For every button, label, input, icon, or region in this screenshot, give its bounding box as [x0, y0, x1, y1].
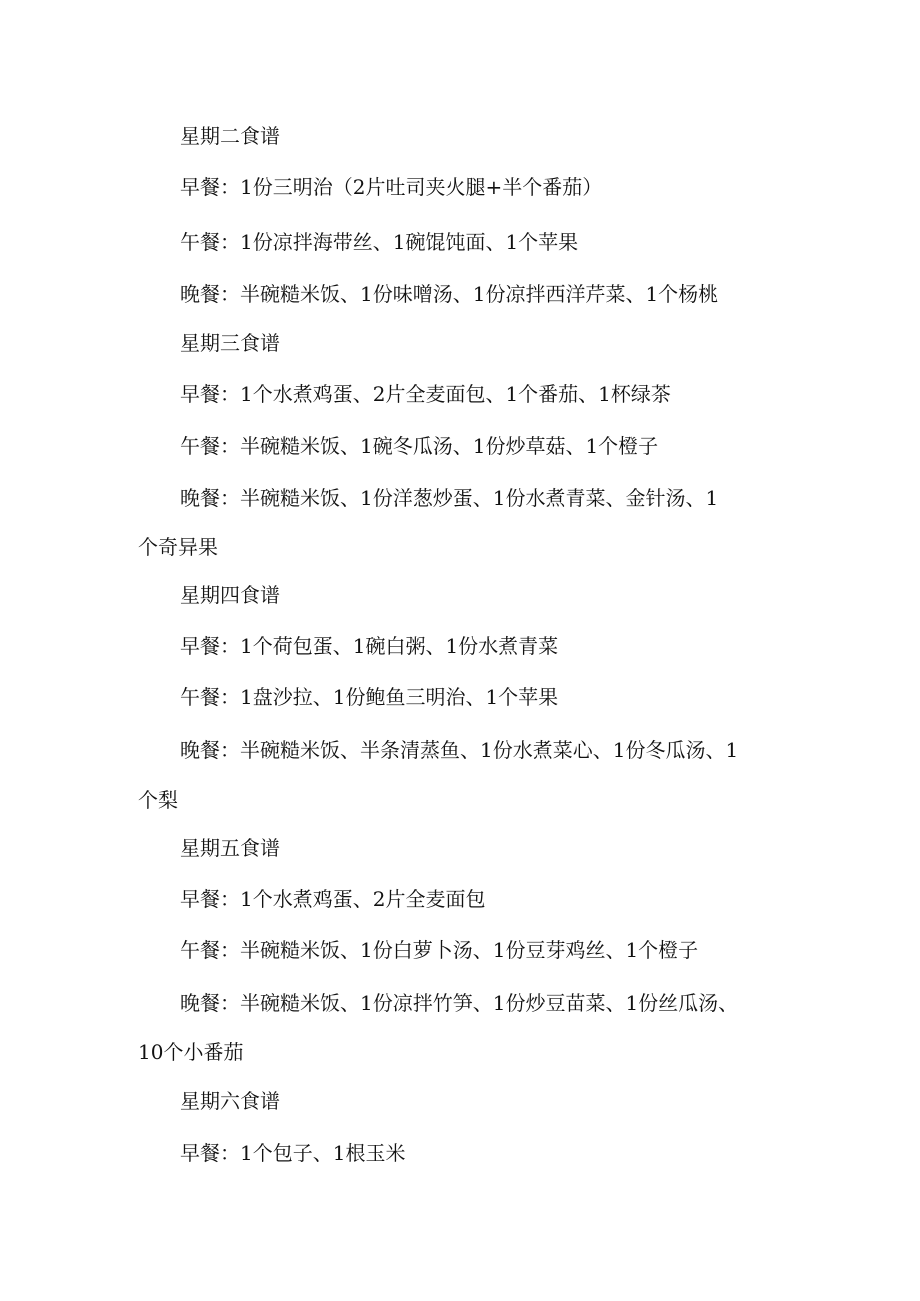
- wednesday-lunch: 午餐：半碗糙米饭、1碗冬瓜汤、1份炒草菇、1个橙子: [180, 434, 659, 458]
- tuesday-lunch: 午餐：1份凉拌海带丝、1碗馄饨面、1个苹果: [180, 230, 579, 254]
- friday-lunch: 午餐：半碗糙米饭、1份白萝卜汤、1份豆芽鸡丝、1个橙子: [180, 938, 699, 962]
- wednesday-breakfast: 早餐：1个水煮鸡蛋、2片全麦面包、1个番茄、1杯绿茶: [180, 382, 671, 406]
- section-heading-saturday: 星期六食谱: [180, 1089, 280, 1113]
- thursday-breakfast: 早餐：1个荷包蛋、1碗白粥、1份水煮青菜: [180, 634, 559, 658]
- tuesday-dinner: 晚餐：半碗糙米饭、1份味噌汤、1份凉拌西洋芹菜、1个杨桃: [180, 282, 719, 306]
- friday-dinner-continuation: 10个小番茄: [138, 1040, 244, 1064]
- wednesday-dinner-continuation: 个奇异果: [138, 535, 218, 559]
- thursday-lunch: 午餐：1盘沙拉、1份鲍鱼三明治、1个苹果: [180, 685, 559, 709]
- section-heading-thursday: 星期四食谱: [180, 583, 280, 607]
- thursday-dinner-continuation: 个梨: [138, 788, 178, 812]
- wednesday-dinner: 晚餐：半碗糙米饭、1份洋葱炒蛋、1份水煮青菜、金针汤、1: [180, 486, 719, 510]
- section-heading-wednesday: 星期三食谱: [180, 331, 280, 355]
- friday-dinner: 晚餐：半碗糙米饭、1份凉拌竹笋、1份炒豆苗菜、1份丝瓜汤、: [180, 991, 739, 1015]
- tuesday-breakfast: 早餐：1份三明治（2片吐司夹火腿+半个番茄）: [180, 175, 603, 199]
- section-heading-friday: 星期五食谱: [180, 836, 280, 860]
- thursday-dinner: 晚餐：半碗糙米饭、半条清蒸鱼、1份水煮菜心、1份冬瓜汤、1: [180, 738, 739, 762]
- friday-breakfast: 早餐：1个水煮鸡蛋、2片全麦面包: [180, 887, 486, 911]
- section-heading-tuesday: 星期二食谱: [180, 124, 280, 148]
- saturday-breakfast: 早餐：1个包子、1根玉米: [180, 1141, 406, 1165]
